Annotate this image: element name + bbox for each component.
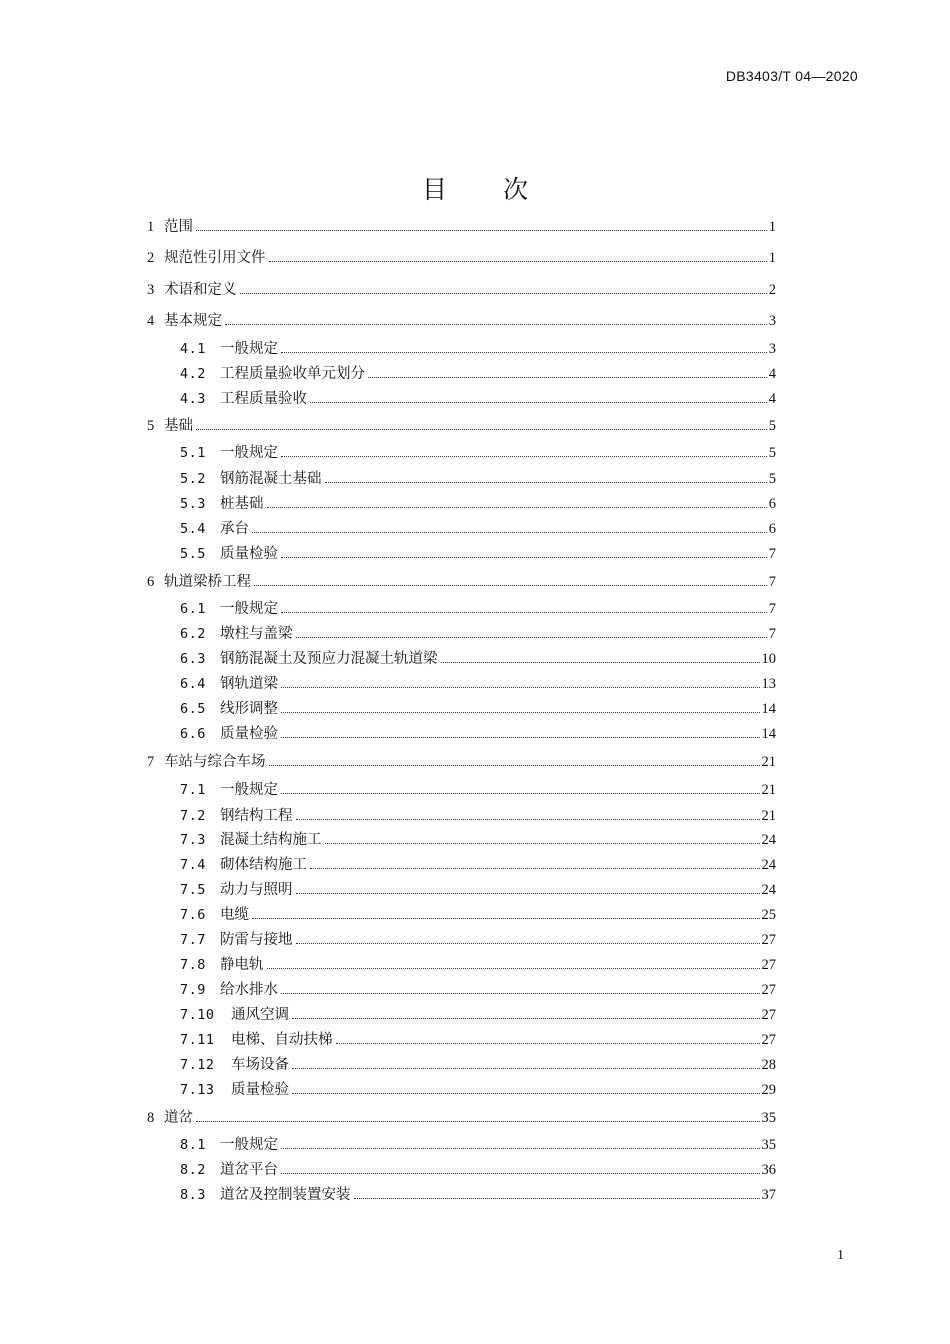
toc-entry-page: 14 xyxy=(761,701,776,717)
toc-entry-label: 范围 xyxy=(164,219,193,235)
toc-dot-leader xyxy=(292,1068,760,1069)
toc-entry[interactable] xyxy=(180,469,776,489)
toc-entry-page: 37 xyxy=(761,1187,776,1203)
toc-entry[interactable] xyxy=(180,930,776,950)
toc-entry[interactable] xyxy=(180,880,776,900)
toc-entry-number: 5.4 xyxy=(180,521,206,537)
toc-entry-number: 4.1 xyxy=(180,341,206,357)
toc-entry-number: 7.10 xyxy=(180,1007,215,1023)
toc-dot-leader xyxy=(281,456,767,457)
toc-entry-number: 6.2 xyxy=(180,626,206,642)
toc-entry[interactable] xyxy=(180,955,776,975)
toc-entry-page: 28 xyxy=(761,1057,776,1073)
toc-dot-leader xyxy=(296,637,767,638)
toc-dot-leader xyxy=(281,993,760,994)
toc-entry-number: 5 xyxy=(147,418,155,434)
toc-dot-leader xyxy=(281,352,767,353)
toc-dot-leader xyxy=(196,429,767,430)
page-number: 1 xyxy=(837,1248,844,1263)
toc-entry-number: 5.3 xyxy=(180,496,206,512)
toc-entry-page: 5 xyxy=(768,471,776,487)
toc-entry-number: 6.5 xyxy=(180,701,206,717)
toc-dot-leader xyxy=(292,1018,760,1019)
toc-entry-page: 2 xyxy=(768,282,776,298)
toc-entry[interactable] xyxy=(180,519,776,539)
toc-entry-number: 7.6 xyxy=(180,907,206,923)
toc-entry-number: 6.6 xyxy=(180,726,206,742)
toc-dot-leader xyxy=(281,1148,760,1149)
toc-entry[interactable] xyxy=(147,248,776,268)
toc-entry-label: 道岔平台 xyxy=(220,1162,278,1178)
toc-entry-number: 6.3 xyxy=(180,651,206,667)
toc-entry-number: 7.4 xyxy=(180,857,206,873)
toc-entry-label: 道岔 xyxy=(164,1110,193,1126)
toc-entry-label: 墩柱与盖梁 xyxy=(220,626,293,642)
toc-dot-leader xyxy=(296,819,760,820)
toc-entry[interactable] xyxy=(180,699,776,719)
toc-entry-label: 一般规定 xyxy=(220,341,278,357)
toc-entry-page: 24 xyxy=(761,832,776,848)
toc-entry-number: 7.13 xyxy=(180,1082,215,1098)
toc-entry-number: 7.3 xyxy=(180,832,206,848)
toc-entry[interactable] xyxy=(180,1055,776,1075)
toc-entry[interactable] xyxy=(180,339,776,359)
toc-entry-number: 7.1 xyxy=(180,782,206,798)
toc-dot-leader xyxy=(252,918,760,919)
toc-entry-label: 轨道梁桥工程 xyxy=(164,574,251,590)
toc-entry-label: 通风空调 xyxy=(231,1007,289,1023)
toc-dot-leader xyxy=(254,585,767,586)
toc-dot-leader xyxy=(310,402,767,403)
toc-entry-page: 1 xyxy=(768,250,776,266)
toc-entry-page: 27 xyxy=(761,1032,776,1048)
toc-entry[interactable] xyxy=(180,905,776,925)
toc-entry-label: 工程质量验收 xyxy=(220,391,307,407)
toc-entry[interactable] xyxy=(180,599,776,619)
toc-entry-label: 电梯、自动扶梯 xyxy=(231,1032,333,1048)
toc-entry-number: 6 xyxy=(147,574,155,590)
toc-entry-page: 1 xyxy=(768,219,776,235)
toc-entry[interactable] xyxy=(180,624,776,644)
toc-entry-number: 5.2 xyxy=(180,471,206,487)
toc-entry-page: 5 xyxy=(768,445,776,461)
toc-entry-label: 动力与照明 xyxy=(220,882,293,898)
toc-dot-leader xyxy=(325,482,767,483)
toc-entry-page: 7 xyxy=(768,626,776,642)
toc-dot-leader xyxy=(296,893,760,894)
toc-entry-page: 36 xyxy=(761,1162,776,1178)
toc-entry-label: 电缆 xyxy=(220,907,249,923)
toc-entry[interactable] xyxy=(180,364,776,384)
toc-dot-leader xyxy=(196,1121,760,1122)
toc-entry[interactable] xyxy=(147,1108,776,1128)
toc-entry-number: 2 xyxy=(147,250,155,266)
toc-entry-number: 7.8 xyxy=(180,957,206,973)
toc-entry-number: 8.1 xyxy=(180,1137,206,1153)
toc-entry[interactable] xyxy=(147,416,776,436)
toc-dot-leader xyxy=(296,943,760,944)
toc-entry-number: 8.3 xyxy=(180,1187,206,1203)
toc-entry-number: 7 xyxy=(147,754,155,770)
toc-entry-label: 给水排水 xyxy=(220,982,278,998)
toc-entry-page: 27 xyxy=(761,1007,776,1023)
toc-entry-label: 车站与综合车场 xyxy=(164,754,266,770)
toc-entry-label: 钢筋混凝土及预应力混凝土轨道梁 xyxy=(220,651,438,667)
toc-dot-leader xyxy=(269,261,767,262)
toc-entry[interactable] xyxy=(180,855,776,875)
toc-entry-number: 6.4 xyxy=(180,676,206,692)
toc-entry-page: 21 xyxy=(761,782,776,798)
toc-entry[interactable] xyxy=(147,280,776,300)
toc-dot-leader xyxy=(269,765,760,766)
toc-entry-number: 7.7 xyxy=(180,932,206,948)
toc-entry-page: 6 xyxy=(768,521,776,537)
toc-entry-label: 承台 xyxy=(220,521,249,537)
toc-entry-label: 质量检验 xyxy=(220,546,278,562)
toc-entry-number: 4.3 xyxy=(180,391,206,407)
toc-entry[interactable] xyxy=(180,674,776,694)
toc-entry-label: 防雷与接地 xyxy=(220,932,293,948)
toc-dot-leader xyxy=(281,737,760,738)
toc-entry-label: 钢结构工程 xyxy=(220,808,293,824)
toc-dot-leader xyxy=(225,324,767,325)
document-code: DB3403/T 04—2020 xyxy=(725,68,858,84)
toc-entry-number: 3 xyxy=(147,282,155,298)
toc-entry-number: 7.11 xyxy=(180,1032,215,1048)
toc-entry-label: 规范性引用文件 xyxy=(164,250,266,266)
toc-entry[interactable] xyxy=(180,1185,776,1205)
toc-entry-label: 一般规定 xyxy=(220,445,278,461)
toc-entry-page: 27 xyxy=(761,957,776,973)
toc-dot-leader xyxy=(441,662,760,663)
toc-entry-page: 29 xyxy=(761,1082,776,1098)
toc-entry-label: 混凝土结构施工 xyxy=(220,832,322,848)
toc-entry[interactable] xyxy=(147,217,776,237)
toc-entry-label: 基本规定 xyxy=(164,313,222,329)
toc-entry[interactable] xyxy=(180,980,776,1000)
toc-entry-label: 基础 xyxy=(164,418,193,434)
toc-entry-label: 一般规定 xyxy=(220,601,278,617)
toc-dot-leader xyxy=(354,1198,760,1199)
toc-entry[interactable] xyxy=(180,649,776,669)
toc-entry-page: 3 xyxy=(768,341,776,357)
toc-entry-label: 钢轨道梁 xyxy=(220,676,278,692)
toc-entry[interactable] xyxy=(147,752,776,772)
toc-entry-label: 钢筋混凝土基础 xyxy=(220,471,322,487)
toc-entry-number: 7.12 xyxy=(180,1057,215,1073)
toc-entry-number: 1 xyxy=(147,219,155,235)
toc-entry-page: 35 xyxy=(761,1137,776,1153)
toc-entry-page: 25 xyxy=(761,907,776,923)
toc-entry-page: 24 xyxy=(761,882,776,898)
toc-entry[interactable] xyxy=(147,311,776,331)
toc-entry-number: 4 xyxy=(147,313,155,329)
toc-entry[interactable] xyxy=(180,1030,776,1050)
toc-dot-leader xyxy=(310,868,760,869)
toc-entry-label: 线形调整 xyxy=(220,701,278,717)
toc-entry-label: 砌体结构施工 xyxy=(220,857,307,873)
toc-entry-label: 静电轨 xyxy=(220,957,264,973)
toc-entry-number: 5.1 xyxy=(180,445,206,461)
toc-entry-label: 术语和定义 xyxy=(164,282,237,298)
toc-entry[interactable] xyxy=(180,724,776,744)
toc-entry[interactable] xyxy=(147,572,776,592)
toc-entry-label: 工程质量验收单元划分 xyxy=(220,366,365,382)
toc-dot-leader xyxy=(336,1043,760,1044)
toc-dot-leader xyxy=(281,793,760,794)
toc-entry[interactable] xyxy=(180,806,776,826)
toc-dot-leader xyxy=(240,293,767,294)
toc-entry-page: 10 xyxy=(761,651,776,667)
toc-entry[interactable] xyxy=(180,1135,776,1155)
toc-entry-page: 5 xyxy=(768,418,776,434)
toc-dot-leader xyxy=(281,712,760,713)
toc-entry-page: 21 xyxy=(761,754,776,770)
toc-dot-leader xyxy=(281,612,767,613)
toc-dot-leader xyxy=(281,1173,760,1174)
toc-entry-label: 质量检验 xyxy=(231,1082,289,1098)
toc-entry-page: 3 xyxy=(768,313,776,329)
toc-entry[interactable] xyxy=(180,443,776,463)
toc-dot-leader xyxy=(281,557,767,558)
toc-dot-leader xyxy=(252,532,767,533)
toc-entry-label: 桩基础 xyxy=(220,496,264,512)
toc-dot-leader xyxy=(325,843,760,844)
toc-entry-page: 21 xyxy=(761,808,776,824)
toc-entry-page: 27 xyxy=(761,932,776,948)
toc-entry-number: 7.2 xyxy=(180,808,206,824)
toc-entry-number: 5.5 xyxy=(180,546,206,562)
toc-entry-label: 车场设备 xyxy=(231,1057,289,1073)
toc-entry-number: 8.2 xyxy=(180,1162,206,1178)
toc-entry-number: 7.5 xyxy=(180,882,206,898)
toc-entry-label: 质量检验 xyxy=(220,726,278,742)
toc-entry-page: 7 xyxy=(768,546,776,562)
toc-entry-page: 7 xyxy=(768,601,776,617)
toc-entry[interactable] xyxy=(180,494,776,514)
toc-entry-page: 6 xyxy=(768,496,776,512)
toc-dot-leader xyxy=(281,687,760,688)
toc-dot-leader xyxy=(267,507,767,508)
toc-entry-page: 35 xyxy=(761,1110,776,1126)
toc-entry-page: 27 xyxy=(761,982,776,998)
toc-entry[interactable] xyxy=(180,1160,776,1180)
toc-entry[interactable] xyxy=(180,1080,776,1100)
toc-entry-page: 4 xyxy=(768,391,776,407)
toc-entry-number: 6.1 xyxy=(180,601,206,617)
toc-entry-page: 4 xyxy=(768,366,776,382)
toc-dot-leader xyxy=(267,968,760,969)
toc-entry-label: 一般规定 xyxy=(220,1137,278,1153)
toc-entry[interactable] xyxy=(180,830,776,850)
toc-entry-page: 24 xyxy=(761,857,776,873)
toc-entry-label: 道岔及控制装置安装 xyxy=(220,1187,351,1203)
toc-dot-leader xyxy=(368,377,767,378)
toc-entry[interactable] xyxy=(180,1005,776,1025)
toc-entry[interactable] xyxy=(180,780,776,800)
toc-entry[interactable] xyxy=(180,389,776,409)
toc-entry-page: 13 xyxy=(761,676,776,692)
toc-title: 目 次 xyxy=(422,175,552,204)
toc-entry[interactable] xyxy=(180,544,776,564)
toc-dot-leader xyxy=(196,230,767,231)
toc-entry-label: 一般规定 xyxy=(220,782,278,798)
toc-dot-leader xyxy=(292,1093,760,1094)
toc-entry-number: 7.9 xyxy=(180,982,206,998)
toc-entry-page: 7 xyxy=(768,574,776,590)
toc-entry-number: 8 xyxy=(147,1110,155,1126)
toc-entry-number: 4.2 xyxy=(180,366,206,382)
toc-entry-page: 14 xyxy=(761,726,776,742)
